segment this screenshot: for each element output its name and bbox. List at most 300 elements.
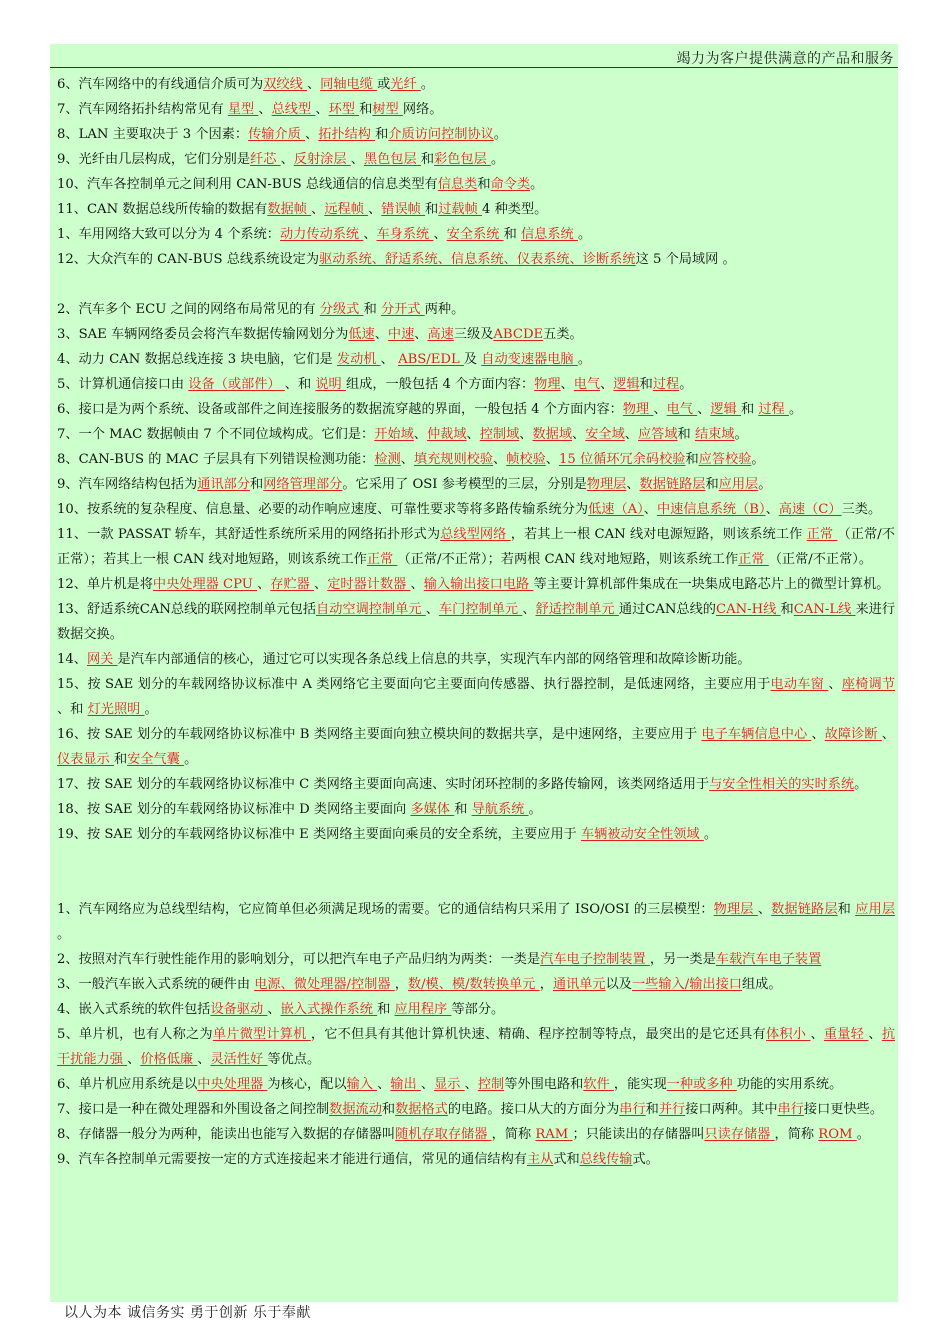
answer-blank: 控制 [477, 1077, 505, 1092]
question-text: 、 [522, 602, 536, 617]
question-text: 、 [765, 502, 779, 517]
question-text: 。 [788, 402, 803, 417]
answer-blank: 网络管理部分 [263, 477, 343, 492]
answer-blank: 总线传输 [579, 1152, 633, 1167]
answer-blank: 控制域 [479, 427, 520, 442]
question-text: 。 [491, 152, 505, 167]
question-text: 和 [363, 302, 381, 317]
answer-blank: 黑色包层 [363, 152, 421, 167]
question-text: 。 [57, 927, 71, 942]
answer-blank: 光纤 [390, 77, 421, 92]
question-text: 和 [425, 202, 439, 217]
answer-blank: 电气 [666, 402, 698, 417]
answer-blank: 过程 [758, 402, 789, 417]
question-text: 、 [810, 1027, 824, 1042]
answer-blank: 高速（C） [778, 502, 842, 517]
answer-blank: 逻辑 [613, 377, 640, 392]
question-text: 功能的实用系统。 [736, 1077, 843, 1092]
question-text: ，能实现 [613, 1077, 667, 1092]
answer-blank: 灵活性好 [210, 1052, 268, 1067]
answer-blank: 安全域 [585, 427, 625, 442]
question-text: 4 种类型。 [482, 202, 548, 217]
question-text: 、 [380, 352, 399, 367]
question-text: ，简称 [491, 1127, 536, 1142]
section-gap [57, 272, 895, 297]
question-text: 或 [377, 77, 391, 92]
question-text: 8、存储器一般分为两种，能读出也能写入数据的存储器叫 [57, 1127, 396, 1142]
question-line [57, 897, 895, 947]
answer-blank: 网关 [86, 652, 118, 667]
question-text: 这 5 个局域网 。 [635, 252, 736, 267]
question-text: 组成，一般包括 4 个方面内容： [345, 377, 535, 392]
answer-blank: 串行 [619, 1102, 646, 1117]
question-line [57, 347, 895, 372]
question-text: 、 [311, 202, 325, 217]
question-text: 和 [677, 427, 695, 442]
question-line [57, 472, 895, 497]
answer-blank: 数据链路层 [639, 477, 706, 492]
answer-blank: ABCDE [493, 327, 544, 342]
question-text: 接口更快些。 [803, 1102, 884, 1117]
question-line [57, 172, 895, 197]
question-text: 4、动力 CAN 数据总线连接 3 块电脑，它们是 [57, 352, 337, 367]
answer-blank: 数据格式 [395, 1102, 448, 1117]
answer-blank: 错误帧 [381, 202, 426, 217]
question-text: 、 [757, 902, 772, 917]
answer-blank: 体积小 [765, 1027, 811, 1042]
question-text: 、 [600, 377, 614, 392]
answer-blank: 输入输出接口电路 [423, 577, 534, 592]
answer-blank: 串行 [777, 1102, 804, 1117]
answer-blank: CAN-L线 [793, 602, 856, 617]
answer-blank: 15 位循环冗余码校验 [558, 452, 686, 467]
question-text: 。 [577, 352, 591, 367]
answer-blank: 电源、微处理器/控制器 [254, 977, 395, 992]
question-text: 、和 [284, 377, 316, 392]
answer-blank: 应用层 [855, 902, 896, 917]
answer-blank: 输入 [346, 1077, 378, 1092]
answer-blank: 分级式 [319, 302, 364, 317]
answer-blank: 发动机 [336, 352, 381, 367]
answer-blank: 物理层 [713, 902, 758, 917]
question-line [57, 1147, 895, 1172]
question-text: 。 [854, 777, 868, 792]
question-text: 、 [306, 77, 321, 92]
question-text: 。 [420, 77, 435, 92]
question-text: 9、光纤由几层构成，它们分别是 [57, 152, 251, 167]
question-text: 9、汽车各控制单元需要按一定的方式连接起来才能进行通信，常见的通信结构有 [57, 1152, 527, 1167]
question-line [57, 72, 895, 97]
question-text: 和 [454, 802, 472, 817]
answer-blank: 车身系统 [376, 227, 434, 242]
answer-blank: 总线型网络 [440, 527, 511, 542]
answer-blank: 一种或多种 [666, 1077, 737, 1092]
question-text: 五类。 [543, 327, 583, 342]
question-text: 15、按 SAE 划分的车载网络协议标准中 A 类网络它主要面向它主要面向传感器、执行器控制，是低速网络，主要应用于 [57, 677, 771, 692]
answer-blank: ROM [818, 1127, 857, 1142]
answer-blank: 仲裁域 [426, 427, 467, 442]
answer-blank: 远程帧 [324, 202, 369, 217]
question-line [57, 1022, 895, 1072]
answer-blank: 过载帧 [438, 202, 482, 217]
question-text: 7、一个 MAC 数据帧由 7 个不同位域构成。它们是： [57, 427, 375, 442]
question-text: 、 [377, 1077, 391, 1092]
answer-blank: 高速 [427, 327, 454, 342]
question-text: 3、SAE 车辆网络委员会将汽车数据传输网划分为 [57, 327, 349, 342]
question-text: 16、按 SAE 划分的车载网络协议标准中 B 类网络主要面向独立模块间的数据共享，是中速网络，主要应用于 [57, 727, 702, 742]
question-text: ；只能读出的存储器叫 [572, 1127, 705, 1142]
question-text: 、 [314, 577, 328, 592]
question-text: （正常/不正常）；若两根 CAN 线对地短路，则该系统工作 [397, 552, 739, 567]
answer-blank: 传输介质 [248, 127, 306, 142]
question-text: 、 [466, 427, 480, 442]
question-text: 。 [528, 802, 542, 817]
question-text: 和 [740, 402, 759, 417]
answer-blank: 车门控制单元 [438, 602, 523, 617]
answer-blank: 填充规则校验 [413, 452, 494, 467]
answer-blank: 说明 [315, 377, 346, 392]
question-line [57, 647, 895, 672]
question-text: ，若其上一根 CAN 线对电源短路，则该系统工作 [510, 527, 807, 542]
question-text: 7、接口是一种在微处理器和外围设备之间控制 [57, 1102, 330, 1117]
question-text: 。 [758, 477, 772, 492]
answer-blank: 树型 [372, 102, 403, 117]
answer-blank: 汽车电子控制装置 [540, 952, 650, 967]
answer-blank: 星型 [227, 102, 259, 117]
question-text: ，它不但具有其他计算机快速、精确、程序控制等特点，最突出的是它还具有 [310, 1027, 766, 1042]
question-text: 。 [184, 752, 198, 767]
question-text: 2、按照对汽车行驶性能作用的影响划分，可以把汽车电子产品归纳为两类：一类是 [57, 952, 541, 967]
question-text: 、 [464, 1077, 478, 1092]
question-line [57, 797, 895, 822]
question-text: 。 [856, 1127, 870, 1142]
question-text: 。 [734, 427, 748, 442]
question-text: 11、一款 PASSAT 轿车，其舒适性系统所采用的网络拓扑形式为 [57, 527, 441, 542]
question-text: 。 [530, 177, 544, 192]
question-text: 11、CAN 数据总线所传输的数据有 [57, 202, 268, 217]
question-text: 和 [375, 127, 389, 142]
question-text: 和 [685, 452, 699, 467]
question-text: 、 [305, 127, 319, 142]
answer-blank: 软件 [583, 1077, 614, 1092]
question-text: 、 [420, 1077, 435, 1092]
answer-blank: 数据链路层 [771, 902, 838, 917]
answer-blank: 数据域 [532, 427, 573, 442]
question-line [57, 497, 895, 522]
question-text: 、 [374, 327, 388, 342]
answer-blank: 多媒体 [410, 802, 455, 817]
answer-blank: 舒适控制单元 [535, 602, 619, 617]
question-text: 等部分。 [451, 1002, 505, 1017]
question-text: 、 [572, 427, 586, 442]
question-text: 是汽车内部通信的核心，通过它可以实现各条总线上信息的共享，实现汽车内部的网络管理和故障诊断功能。 [117, 652, 751, 667]
question-text: 18、按 SAE 划分的车载网络协议标准中 D 类网络主要面向 [57, 802, 411, 817]
question-line [57, 822, 895, 847]
section-gap [57, 847, 895, 897]
question-text: 三类。 [841, 502, 882, 517]
answer-blank: 重量轻 [823, 1027, 869, 1042]
question-text: 、 [127, 1052, 141, 1067]
question-text: 、 [425, 602, 439, 617]
answer-blank: 仪表显示 [57, 752, 114, 767]
question-line [57, 972, 895, 997]
question-text: 6、汽车网络中的有线通信介质可为 [57, 77, 264, 92]
answer-blank: 分开式 [380, 302, 425, 317]
question-text: 、 [350, 152, 364, 167]
question-text: ，另一类是 [649, 952, 716, 967]
question-line [57, 397, 895, 422]
question-text: 、 [643, 502, 657, 517]
question-text: 和 [420, 152, 435, 167]
question-line [57, 447, 895, 472]
answer-blank: CAN-H线 [716, 602, 781, 617]
question-text: 10、汽车各控制单元之间利用 CAN-BUS 总线通信的信息类型有 [57, 177, 438, 192]
answer-blank: 动力传动系统 [279, 227, 364, 242]
question-text: 、 [560, 377, 574, 392]
question-text: 及 [463, 352, 482, 367]
question-text: 1、汽车网络应为总线型结构，它应简单但必须满足现场的需要。它的通信结构只采用了 ISO/OSI 的三层模型： [57, 902, 714, 917]
question-text: 和 [381, 1102, 396, 1117]
answer-blank: 正常 [806, 527, 838, 542]
answer-blank: 数/模、模/数转换单元 [407, 977, 540, 992]
answer-blank: 通讯单元 [552, 977, 606, 992]
question-text: 、 [868, 1027, 882, 1042]
question-text: 19、按 SAE 划分的车载网络协议标准中 E 类网络主要面向乘员的安全系统，主要应用于 [57, 827, 581, 842]
question-text: 12、单片机是将 [57, 577, 153, 592]
answer-blank: 命令类 [490, 177, 531, 192]
answer-blank: 正常 [738, 552, 769, 567]
answer-blank: 环型 [328, 102, 360, 117]
question-text: 、 [257, 577, 271, 592]
question-text: 和 [377, 1002, 395, 1017]
question-text: 、 [197, 1052, 211, 1067]
question-text: 两种。 [424, 302, 465, 317]
question-line [57, 597, 895, 647]
answer-blank: 正常 [366, 552, 398, 567]
answer-blank: 过程 [652, 377, 680, 392]
question-line [57, 1122, 895, 1147]
question-text: 式和 [553, 1152, 580, 1167]
answer-blank: 电气 [573, 377, 601, 392]
question-text: 、 [258, 102, 272, 117]
question-text: 。 [679, 377, 693, 392]
question-text: 13、舒适系统CAN总线的联网控制单元包括 [57, 602, 317, 617]
question-line [57, 222, 895, 247]
question-line [57, 1072, 895, 1097]
question-text: 、 [697, 402, 711, 417]
question-text: 等主要计算机部件集成在一块集成电路芯片上的微型计算机。 [533, 577, 890, 592]
answer-blank: 纤芯 [250, 152, 281, 167]
question-text: 3、一般汽车嵌入式系统的硬件由 [57, 977, 255, 992]
answer-blank: 价格低廉 [140, 1052, 198, 1067]
question-text: 、 [368, 202, 382, 217]
question-line [57, 122, 895, 147]
answer-blank: 介质访问控制协议 [388, 127, 494, 142]
answer-blank: 车载汽车电子装置 [715, 952, 822, 967]
question-text: 、 [363, 227, 377, 242]
question-text: 和 [780, 602, 794, 617]
question-text: 1、车用网络大致可以分为 4 个系统： [57, 227, 280, 242]
question-text: 式。 [632, 1152, 659, 1167]
answer-blank: 中速信息系统（B） [656, 502, 766, 517]
question-text: ，简称 [774, 1127, 819, 1142]
question-text: 、 [400, 452, 414, 467]
answer-blank: 总线型 [271, 102, 316, 117]
answer-blank: 自动空调控制单元 [316, 602, 426, 617]
question-text: 和 [477, 177, 491, 192]
answer-blank: 数据帧 [267, 202, 312, 217]
question-text: 12、大众汽车的 CAN-BUS 总线系统设定为 [57, 252, 320, 267]
answer-blank: 拓扑结构 [318, 127, 376, 142]
answer-blank: 结束域 [694, 427, 735, 442]
answer-blank: 应用程序 [394, 1002, 452, 1017]
answer-blank: 嵌入式操作系统 [280, 1002, 378, 1017]
answer-blank: 定时器计数器 [327, 577, 411, 592]
question-text: 、 [315, 102, 329, 117]
question-line [57, 997, 895, 1022]
question-text: 14、 [57, 652, 87, 667]
question-text: 、 [280, 152, 294, 167]
answer-blank: 数据流动 [329, 1102, 382, 1117]
question-text: 2、汽车多个 ECU 之间的网络布局常见的有 [57, 302, 320, 317]
answer-blank: 低速（A） [588, 502, 644, 517]
question-text: 三级及 [453, 327, 494, 342]
question-text: 5、单片机，也有人称之为 [57, 1027, 213, 1042]
question-text: 4、嵌入式系统的软件包括 [57, 1002, 211, 1017]
question-text: 、 [519, 427, 533, 442]
question-text: 、 [811, 727, 825, 742]
answer-blank: 安全系统 [446, 227, 504, 242]
answer-blank: RAM [535, 1127, 573, 1142]
question-text: 6、接口是为两个系统、设备或部件之间连接服务的数据流穿越的界面，一般包括 4 个方面内容： [57, 402, 623, 417]
question-text: 、 [653, 402, 667, 417]
question-text: 、 [433, 227, 447, 242]
question-line [57, 322, 895, 347]
answer-blank: 一些输入/输出接口 [632, 977, 742, 992]
document-body [57, 72, 895, 1172]
question-text: 。 [751, 452, 765, 467]
answer-blank: 电子车辆信息中心 [701, 727, 812, 742]
answer-blank: 只读存储器 [704, 1127, 775, 1142]
question-text: 和 [705, 477, 719, 492]
header-divider [50, 67, 898, 68]
answer-blank: 与安全性相关的实时系统 [709, 777, 855, 792]
answer-blank: 并行 [658, 1102, 686, 1117]
question-line [57, 572, 895, 597]
question-text: 和 [113, 752, 128, 767]
question-text: 。它采用了 OSI 参考模型的三层，分别是 [342, 477, 587, 492]
question-text: 来进行数据交换。 [57, 602, 896, 642]
answer-blank: 单片微型计算机 [212, 1027, 311, 1042]
question-text: ， [394, 977, 408, 992]
question-text: 和 [503, 227, 521, 242]
question-text: 、 [545, 452, 559, 467]
answer-blank: 彩色包层 [434, 152, 492, 167]
question-text: 的电路。接口从大的方面分为 [447, 1102, 620, 1117]
question-line [57, 147, 895, 172]
header-motto: 竭力为客户提供满意的产品和服务 [676, 51, 894, 67]
answer-blank: 中央处理器 CPU [152, 577, 258, 592]
question-text: 、 [624, 427, 638, 442]
question-text: 、 [881, 727, 895, 742]
question-text: （正常/不正常）；若其上一根 CAN 线对地短路，则该系统工作 [57, 527, 895, 567]
question-line [57, 722, 895, 772]
question-text: 6、单片机应用系统是以 [57, 1077, 198, 1092]
question-text: 。 [493, 127, 508, 142]
answer-blank: 电动车窗 [770, 677, 829, 692]
question-text: 、 [413, 427, 427, 442]
answer-blank: 开始域 [374, 427, 414, 442]
answer-blank: 信息系统 [520, 227, 578, 242]
answer-blank: 座椅调节 [841, 677, 896, 692]
answer-blank: 物理层 [586, 477, 627, 492]
question-text: 5、计算机通信接口由 [57, 377, 189, 392]
answer-blank: 设备（或部件） [188, 377, 285, 392]
question-text: （正常/不正常）。 [768, 552, 873, 567]
question-text: 、和 [57, 702, 88, 717]
answer-blank: 抗干扰能力强 [57, 1027, 895, 1067]
question-text: 通过CAN总线的 [618, 602, 716, 617]
answer-blank: 物理 [534, 377, 561, 392]
question-text: 、 [493, 452, 507, 467]
question-text: 和 [359, 102, 373, 117]
question-text: 以及 [605, 977, 632, 992]
question-text: 8、LAN 主要取决于 3 个因素： [57, 127, 249, 142]
question-line [57, 197, 895, 222]
answer-blank: 故障诊断 [824, 727, 882, 742]
question-text: 7、汽车网络拓扑结构常见有 [57, 102, 228, 117]
answer-blank: 主从 [526, 1152, 554, 1167]
question-line [57, 672, 895, 722]
question-text: 、 [626, 477, 640, 492]
question-text: 、 [410, 577, 424, 592]
question-text: 、 [828, 677, 842, 692]
question-text: 、 [414, 327, 428, 342]
answer-blank: 驱动系统、舒适系统、信息系统、仪表系统、诊断系统 [319, 252, 636, 267]
answer-blank: 存贮器 [270, 577, 315, 592]
answer-blank: 信息类 [437, 177, 478, 192]
question-text: 等优点。 [267, 1052, 321, 1067]
question-text: 。 [703, 827, 718, 842]
question-line [57, 297, 895, 322]
question-text: 和 [639, 377, 653, 392]
question-text: 接口两种。其中 [685, 1102, 778, 1117]
question-line [57, 522, 895, 572]
question-text: 和 [645, 1102, 659, 1117]
question-line [57, 422, 895, 447]
answer-blank: 自动变速器电脑 [481, 352, 578, 367]
answer-blank: 输出 [390, 1077, 421, 1092]
answer-blank: 帧校验 [506, 452, 546, 467]
answer-blank: 应答域 [637, 427, 678, 442]
answer-blank: 中速 [387, 327, 415, 342]
answer-blank: 设备驱动 [210, 1002, 268, 1017]
footer-slogan: 以人为本 诚信务实 勇于创新 乐于奉献 [64, 1305, 311, 1321]
answer-blank: 逻辑 [710, 402, 741, 417]
question-text: 。 [577, 227, 592, 242]
question-line [57, 1097, 895, 1122]
question-line [57, 97, 895, 122]
answer-blank: 应答校验 [698, 452, 752, 467]
answer-blank: 车辆被动安全性领域 [580, 827, 704, 842]
answer-blank: 双绞线 [263, 77, 307, 92]
question-text: 为核心，配以 [267, 1077, 347, 1092]
answer-blank: 导航系统 [471, 802, 529, 817]
question-text: 9、汽车网络结构包括为 [57, 477, 198, 492]
question-text: 和 [837, 902, 856, 917]
question-text: 17、按 SAE 划分的车载网络协议标准中 C 类网络主要面向高速、实时闭环控制的多路传输网，该类网络适用于 [57, 777, 710, 792]
question-text: 组成。 [741, 977, 782, 992]
